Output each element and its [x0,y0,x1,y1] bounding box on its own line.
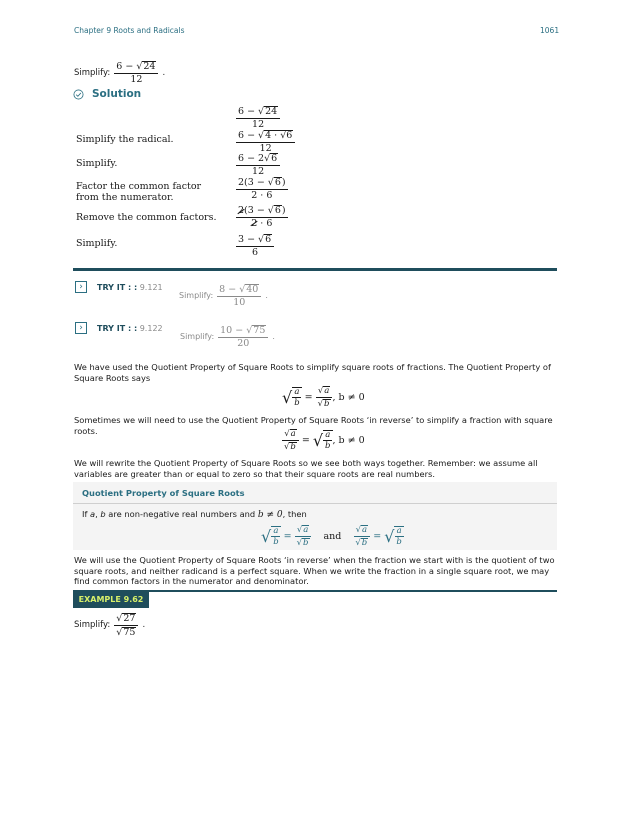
step-4-fraction: $\frac{2(3 - √6)}{2 \cdot 6}$ [238,205,286,229]
try-it-expand-icon[interactable]: › [75,322,87,334]
solution-label: Solution [92,88,142,100]
try-it-1-problem: Simplify: $\frac{8 - √40}{10}$ . [179,284,268,308]
try-it-2-heading: TRY IT : : 9.122 [97,324,163,333]
section-divider [73,268,557,271]
try-it-1-heading: TRY IT : : 9.121 [97,283,163,292]
step-0-fraction: $\frac{6 - √24}{12}$ [236,106,280,129]
reverse-quotient-equation: $\frac{√a}{√b}$ = √ $\frac{a}{b}$ , b ≠ 0 [284,429,365,452]
problem-fraction: $\frac{6 - √24}{12}$ [114,61,158,84]
step-3-label: Factor the common factor from the numerator. [76,181,202,203]
example-problem: Simplify: $\frac{√27}{√75}$ . [74,613,146,638]
problem-statement: Simplify: $\frac{6 - √24}{12}$ . [74,61,166,85]
solution-heading [73,88,141,100]
try-it-expand-icon[interactable]: › [75,281,87,293]
paragraph-3: We will rewrite the Quotient Property of Square Roots so we see both ways together. Remember: we assume all variables are greater than or equal to zero so that their square roots are real numbers. [74,458,538,479]
property-box [73,482,557,550]
step-5-fraction: $\frac{3 - √6}{6}$ [236,234,274,257]
paragraph-2: Sometimes we will need to use the Quotient Property of Square Roots ‘in reverse’ to simplify a fraction with square roots. [74,415,553,436]
property-box-formula: √ $\frac{a}{b}$ = $\frac{√a}{√b}$ and $\frac{√a}{√b}$ = √ $\frac{a}{b}$ [261,525,402,548]
example-banner: EXAMPLE 9.62 [73,590,149,608]
check-circle-icon [73,89,84,100]
property-box-rule [73,503,557,504]
step-3-fraction: $\frac{2(3 - √6)}{2 \cdot 6}$ [238,177,286,201]
step-1-fraction: $\frac{6 - √4 \cdot √6}{12}$ [236,130,295,153]
paragraph-1: We have used the Quotient Property of Square Roots to simplify square roots of fractions. The Quotient Property of Square Roots says [74,362,551,383]
step-2-fraction: $\frac{6 - 2√6}{12}$ [236,153,280,176]
page-number: 1061 [540,26,560,35]
quotient-property-equation: √ $\frac{a}{b}$ = $\frac{√a}{√b}$ , b ≠ 0 [282,386,365,409]
step-4-label: Remove the common factors. [76,212,217,223]
chapter-header: Chapter 9 Roots and Radicals [74,26,185,35]
try-it-2-problem: Simplify: $\frac{10 - √75}{20}$ . [180,325,275,349]
paragraph-4: We will use the Quotient Property of Square Roots ‘in reverse’ when the fraction we start with is the quotient of two square roots, and neither radicand is a perfect square. When we write the fraction in a single square root, we may find common factors in the numerator and denominator. [74,555,555,586]
problem-prompt: Simplify: [74,67,111,78]
property-box-title: Quotient Property of Square Roots [82,488,245,498]
step-1-label: Simplify the radical. [76,134,174,145]
property-box-text: If a, b are non-negative real numbers and b ≠ 0, then [82,509,307,520]
step-2-label: Simplify. [76,158,118,169]
step-5-label: Simplify. [76,238,118,249]
